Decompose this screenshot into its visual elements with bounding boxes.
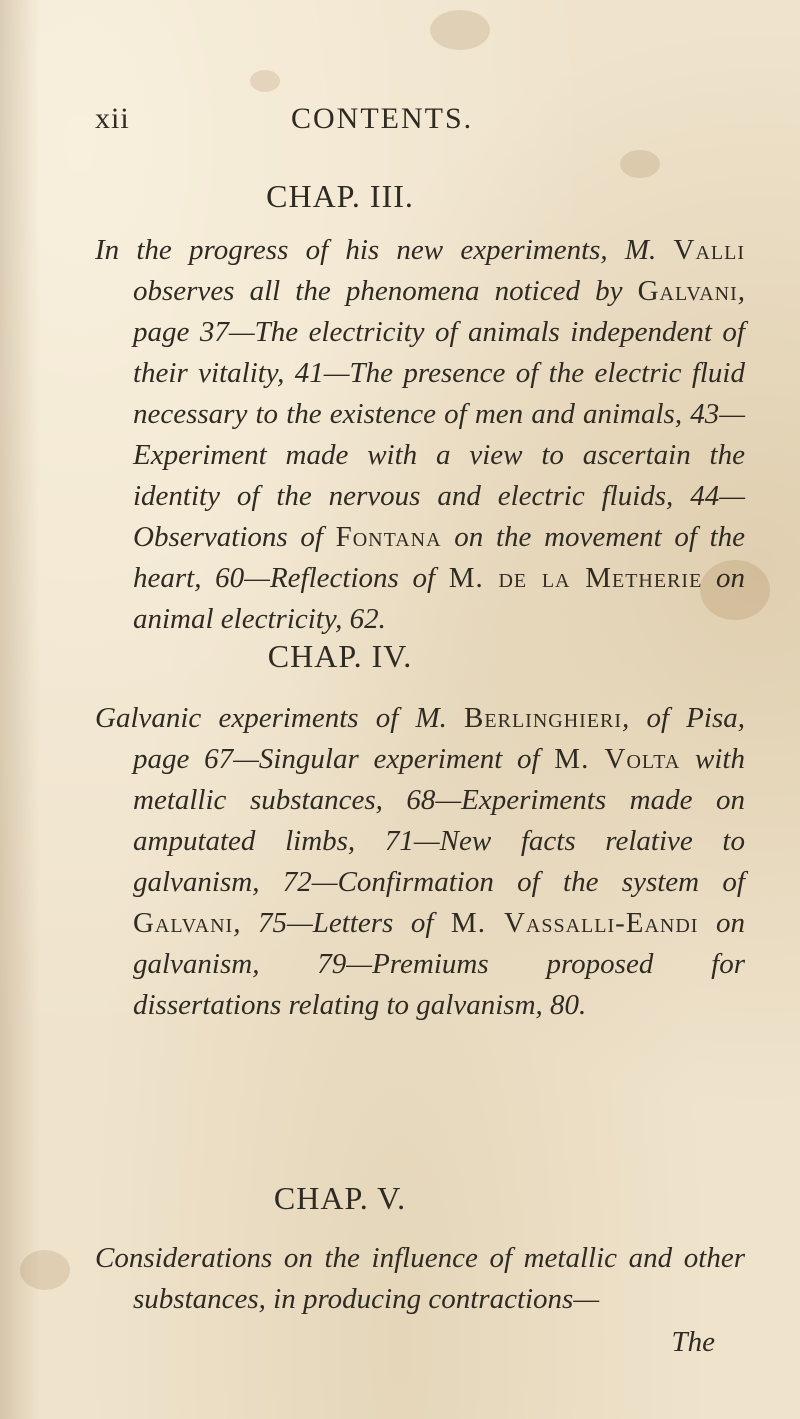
person-name: Berlinghieri: [464, 702, 623, 734]
person-name: Fontana: [335, 521, 442, 553]
summary-text: In the progress of his new experiments, M.: [95, 234, 674, 266]
chapter-summary: [95, 698, 745, 1026]
summary-text: observes all the phenomena noticed by: [133, 275, 638, 307]
summary-text: with metallic substances, 68—Experiments made on amputated limbs, 71—New facts relative to galvanism, 72—Confirmation of the system of: [133, 743, 745, 898]
chapter-summary: [95, 1238, 745, 1320]
chapter-heading: CHAP. V.: [273, 1180, 407, 1216]
person-name: Galvani: [133, 907, 234, 939]
page-number: xii: [95, 102, 130, 135]
summary-paragraph: [95, 1238, 745, 1320]
catchword: [95, 1322, 715, 1363]
summary-text: on galvanism, 79—Premiums proposed for dissertations relating to galvanism, 80.: [133, 907, 746, 1021]
catchword-text: The: [671, 1326, 715, 1358]
chapter-heading: CHAP. III.: [266, 178, 414, 214]
person-name: M. Volta: [554, 743, 681, 775]
person-name: Galvani: [637, 275, 738, 307]
stain: [20, 1250, 70, 1290]
running-head: CONTENTS.: [291, 102, 474, 135]
summary-text: on animal electricity, 62.: [133, 562, 746, 635]
summary-text: , page 37—The electricity of animals independent of their vitality, 41—The presence of the electric fluid necessary to the existence of men and animals, 43—Experiment made with a view to ascertain the identity of the nervous and electric fluids, 44—Observations of: [133, 275, 745, 553]
person-name: M. Vassalli-Eandi: [450, 907, 699, 939]
summary-text: , of Pisa, page 67—Singular experiment of: [133, 702, 745, 775]
summary-text: , 75—Letters of: [233, 907, 451, 939]
stain: [620, 150, 660, 178]
summary-text: Galvanic experiments of M.: [95, 702, 465, 734]
person-name: Valli: [673, 234, 745, 266]
summary-paragraph: [95, 698, 746, 1026]
person-name: M. de la Metherie: [448, 562, 703, 594]
stain: [430, 10, 490, 50]
summary-text: on the movement of the heart, 60—Reflections of: [133, 521, 745, 594]
chapter-heading: CHAP. IV.: [267, 638, 413, 674]
chapter-summary: [95, 230, 745, 640]
summary-text: Considerations on the influence of metallic and other substances, in producing contractions—: [95, 1242, 745, 1315]
summary-paragraph: [95, 230, 746, 640]
stain: [250, 70, 280, 92]
page-header: [95, 102, 740, 138]
